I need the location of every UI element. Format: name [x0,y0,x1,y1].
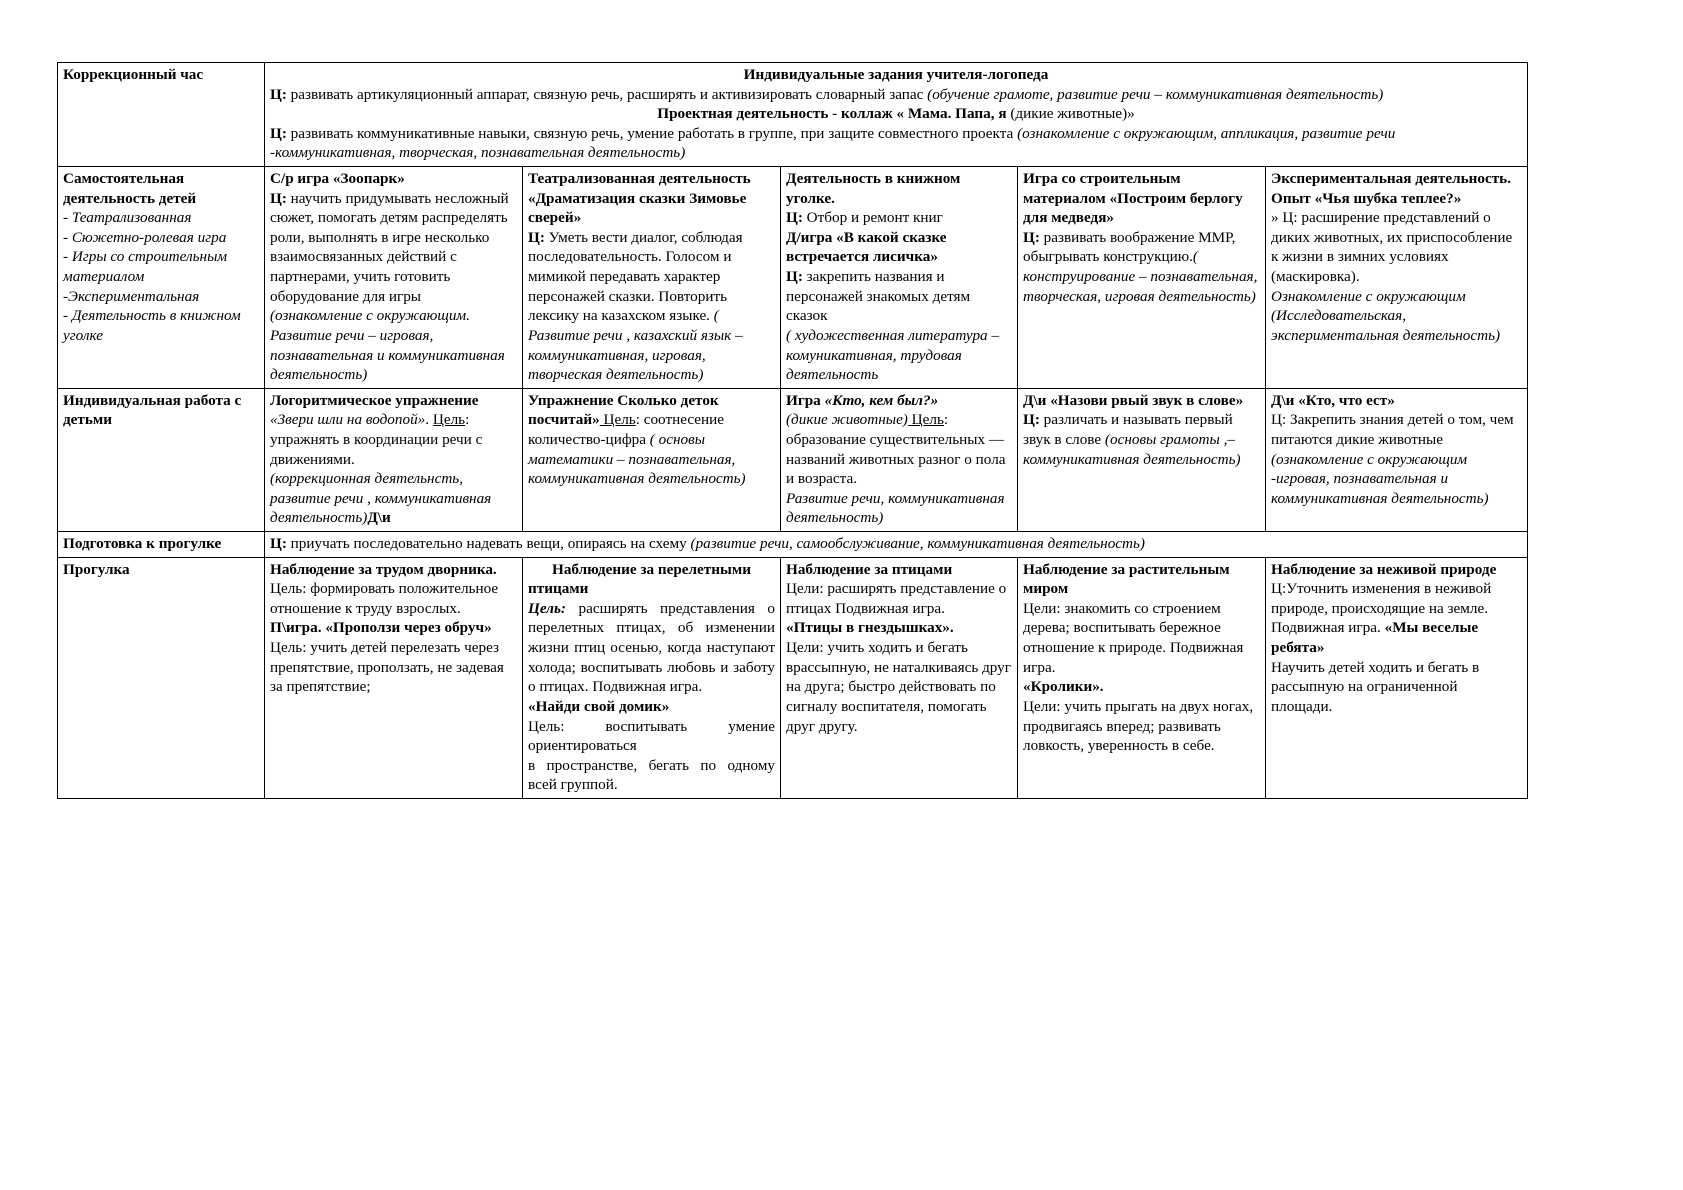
project-heading-bold: Проектная деятельность - коллаж « Мама. Папа, я [657,105,1011,123]
aim-label: Цель [599,411,636,429]
aim-text: расширять представления о перелетных птицах, об изменении жизни птиц осенью, когда наступают холода; воспитывать любовь и заботу о птицах. Подвижная игра. [528,599,775,696]
activity-title: Наблюдение за трудом дворника. [270,560,497,578]
activity-title: Наблюдение за растительным миром [1023,560,1230,598]
aim-text-2: Цель: учить детей перелезать через препятствие, проползать, не задевая за препятствие; [270,639,504,696]
separator: . [425,411,433,429]
activity-title: Экспериментальная деятельность. Опыт «Чья шубка теплее?» [1271,170,1511,207]
activity-title: Д\и «Кто, что ест» [1271,391,1395,409]
goal-prefix: » Ц: [1271,209,1298,227]
activity-aim: Цели: знакомить со строением дерева; воспитывать бережное отношение к природе. Подвижная игра. [1023,599,1244,676]
row-label-independent-activity [58,167,265,389]
activity-title-2: «Кролики». [1023,678,1104,696]
activity-aim-3: в пространстве, бегать по одному всей группой. [528,756,775,794]
activity-block [528,169,775,385]
goal-italic: (обучение грамоте, развитие речи – коммуникативная деятельность) [927,85,1384,103]
cell-observation-migratory-birds [523,557,781,798]
activity-block [270,169,517,385]
aim-label: Цель [907,411,944,429]
activity-aim-2: Цели: учить ходить и бегать врассыпную, не наталкиваясь друг на друга; быстро действовать по сигналу воспитателя, помогать друг другу. [786,639,1012,735]
row-label-item: - Игры со строительным материалом [63,248,228,286]
goal-italic: Ознакомление с окружающим (Исследовательская, экспериментальная деятельность) [1271,287,1501,344]
cell-building-material-game [1018,167,1266,389]
activity-block [270,391,517,528]
goal-prefix: Ц: [270,189,287,207]
activity-block [528,391,775,489]
cell-observation-janitor [265,557,523,798]
activity-aim-2: Научить детей ходить и бегать в рассыпную на ограниченной площади. [1271,658,1480,715]
aim-label: Цель: [528,599,566,617]
cell-zoo-roleplay [265,167,523,389]
row-label-correction-hour: Коррекционный час [58,63,265,167]
goal-text: Закрепить знания детей о том, чем питаются дикие животные [1271,411,1514,448]
activity-block [1023,391,1260,469]
row-label-walk-preparation: Подготовка к прогулке [58,532,265,558]
activity-title: Игра со строительным материалом «Построим берлогу для медведя» [1023,170,1243,227]
activity-title-2: «Птицы в гнездышках». [786,619,954,637]
table-row-correction-hour [58,63,1528,167]
activity-title: Наблюдение за неживой природе [1271,560,1497,578]
walk-preparation-goal [270,534,1522,554]
activity-title-2: «Мы веселые ребята» [1271,619,1479,657]
goal-text: приучать последовательно надевать вещи, опираясь на схему [286,535,691,553]
goal-italic: ( конструирование – познавательная, творческая, игровая деятельность) [1023,248,1258,305]
table-row-independent-activity [58,167,1528,389]
cell-observation-birds [781,557,1018,798]
activity-aim [528,599,775,697]
activity-title: Упражнение Сколько деток посчитай» [528,391,719,429]
goal-prefix: Ц: [528,228,545,246]
aim-text: Цель: формировать положительное отношение к труду взрослых. [270,580,499,617]
activity-title: Театрализованная деятельность «Драматизация сказки Зимовье сверей» [528,170,751,227]
cell-correction-hour-content [265,63,1528,167]
activity-title: Наблюдение за птицами [786,560,953,578]
goal-text: Отбор и ремонт книг [802,209,943,227]
table-row-individual-work [58,388,1528,531]
goal-italic: ( художественная литература – комуникативная, трудовая деятельность [786,326,1000,384]
row-label-walk: Прогулка [58,557,265,798]
activity-aim: Цели: расширять представление о птицах Подвижная игра. [786,580,1007,617]
activity-title-2: П\игра. «Проползи через обруч» [270,619,492,637]
goal-italic: (ознакомление с окружающим -игровая, познавательная и коммуникативная деятельность) [1271,450,1489,507]
activity-block [1023,169,1260,306]
activity-title-2: Д/игра «В какой сказке встречается лисичка» [786,228,947,266]
goal-italic: (коррекционная деятельнсть, развитие речи , коммуникативная деятельность) [270,470,492,527]
activity-title-italic: «Кто, кем был?» [824,391,939,409]
goal-prefix: Ц: [270,124,287,142]
goal-text: расширение представлений о диких животных, их приспособление к жизни в зимних условиях (маскировка). [1271,209,1513,286]
correction-goal-2 [270,124,1522,163]
aim-text: : упражнять в координации речи с движениями. [270,411,483,468]
activity-block [1271,391,1522,509]
goal-text: развивать коммуникативные навыки, связную речь, умение работать в группе, при защите совместного проекта [286,124,1018,142]
goal-italic: Развитие речи, коммуникативная деятельность) [786,489,1005,527]
activity-title-plain: Игра [786,391,825,409]
cell-experimental-activity [1266,167,1528,389]
correction-heading-project [270,104,1522,124]
activity-subtitle: (дикие животные) [786,411,908,429]
goal-text: Уметь вести диалог, соблюдая последовательность. Голосом и мимикой передавать характер персонажей сказки. Повторить лексику на казахском языке. [528,228,743,325]
goal-italic: (развитие речи, самообслуживание, коммуникативная деятельность) [690,535,1145,553]
goal-text-2: закрепить названия и персонажей знакомых детям сказок [786,268,971,325]
cell-count-exercise [523,388,781,531]
goal-italic: ( Развитие речи , казахский язык – коммуникативная, игровая, творческая деятельность) [528,307,743,384]
cell-observation-plants [1018,557,1266,798]
row-label-item: - Деятельность в книжном уголке [63,307,241,344]
goal-italic: (основы грамоты ,– коммуникативная деятельность) [1023,430,1241,468]
goal-prefix: Ц: [1271,411,1287,429]
activity-title: Логоритмическое упражнение [270,391,479,409]
goal-text: развивать воображение ММР, обыгрывать конструкцию. [1023,228,1236,266]
cell-logorhythmic-exercise [265,388,523,531]
table-row-walk [58,557,1528,798]
table-row-walk-preparation [58,532,1528,558]
activity-title: Наблюдение за перелетными птицами [528,560,751,598]
row-label-title: Самостоятельная деятельность детей [63,170,197,207]
aim-text: : образование существительных — названий животных разног о пола и возраста. [786,411,1006,488]
activity-title-italic: «Звери шли на водопой» [270,411,426,429]
goal-text: различать и называть первый звук в слове [1023,411,1233,448]
cell-first-sound-game [1018,388,1266,531]
goal-prefix: Ц: [270,535,287,553]
cell-theatrical-activity [523,167,781,389]
activity-aim: Ц:Уточнить изменения в неживой природе, происходящие на земле. Подвижная игра. [1271,580,1492,637]
activity-block [786,169,1012,385]
activity-aim-2: Цель: воспитывать умение ориентироваться [528,717,775,755]
goal-italic: (ознакомление с окружающим, аппликация, развитие речи -коммуникативная, творческая, познавательная деятельность) [270,124,1396,162]
goal-text: развивать артикуляционный аппарат, связную речь, расширять и активизировать словарный запас [286,85,928,103]
activity-block [1271,169,1522,345]
cell-book-corner-activity [781,167,1018,389]
activity-title-2: «Найди свой домик» [528,697,670,715]
project-heading-plain: (дикие животные)» [1010,105,1135,123]
correction-goal-1 [270,85,1522,105]
aim-label: Цель [432,411,466,429]
tail-bold: Д\и [367,509,391,527]
cell-observation-inanimate-nature [1266,557,1528,798]
cell-walk-preparation-content [265,532,1528,558]
activity-block [1271,560,1522,717]
goal-italic: ( основы математики – познавательная, коммуникативная деятельность) [528,430,746,488]
activity-title: Деятельность в книжном уголке. [786,170,961,207]
row-label-item: -Экспериментальная [63,287,200,305]
goal-prefix-2: Ц: [786,268,803,286]
aim-text: : соотнесение количество-цифра [528,411,724,448]
goal-prefix: Ц: [786,209,803,227]
goal-prefix: Ц: [1023,411,1040,429]
goal-prefix: Ц: [1023,228,1040,246]
activity-block [786,391,1012,528]
activity-aim-2: Цели: учить прыгать на двух ногах, продвигаясь вперед; развивать ловкость, уверенность в себе. [1023,697,1254,755]
goal-prefix: Ц: [270,85,287,103]
activity-title: Д\и «Назови рвый звук в слове» [1023,391,1244,409]
daily-plan-table [57,62,1528,799]
correction-heading-logoped: Индивидуальные задания учителя-логопеда [743,66,1049,83]
cell-who-eats-what-game [1266,388,1528,531]
activity-title: С/р игра «Зоопарк» [270,170,405,188]
cell-who-was-whom-game [781,388,1018,531]
row-label-item: - Театрализованная [63,209,192,227]
goal-italic: (ознакомление с окружающим. Развитие речи – игровая, познавательная и коммуникативная деятельность) [270,307,505,384]
row-label-individual-work: Индивидуальная работа с детьми [58,388,265,531]
goal-text: научить придумывать несложный сюжет, помогать детям распределять роли, выполнять в игре несколько взаимосвязанных действий с партнерами, учить готовить оборудование для игры [270,189,509,305]
activity-block [270,560,517,697]
row-label-item: - Сюжетно-ролевая игра [63,228,227,246]
